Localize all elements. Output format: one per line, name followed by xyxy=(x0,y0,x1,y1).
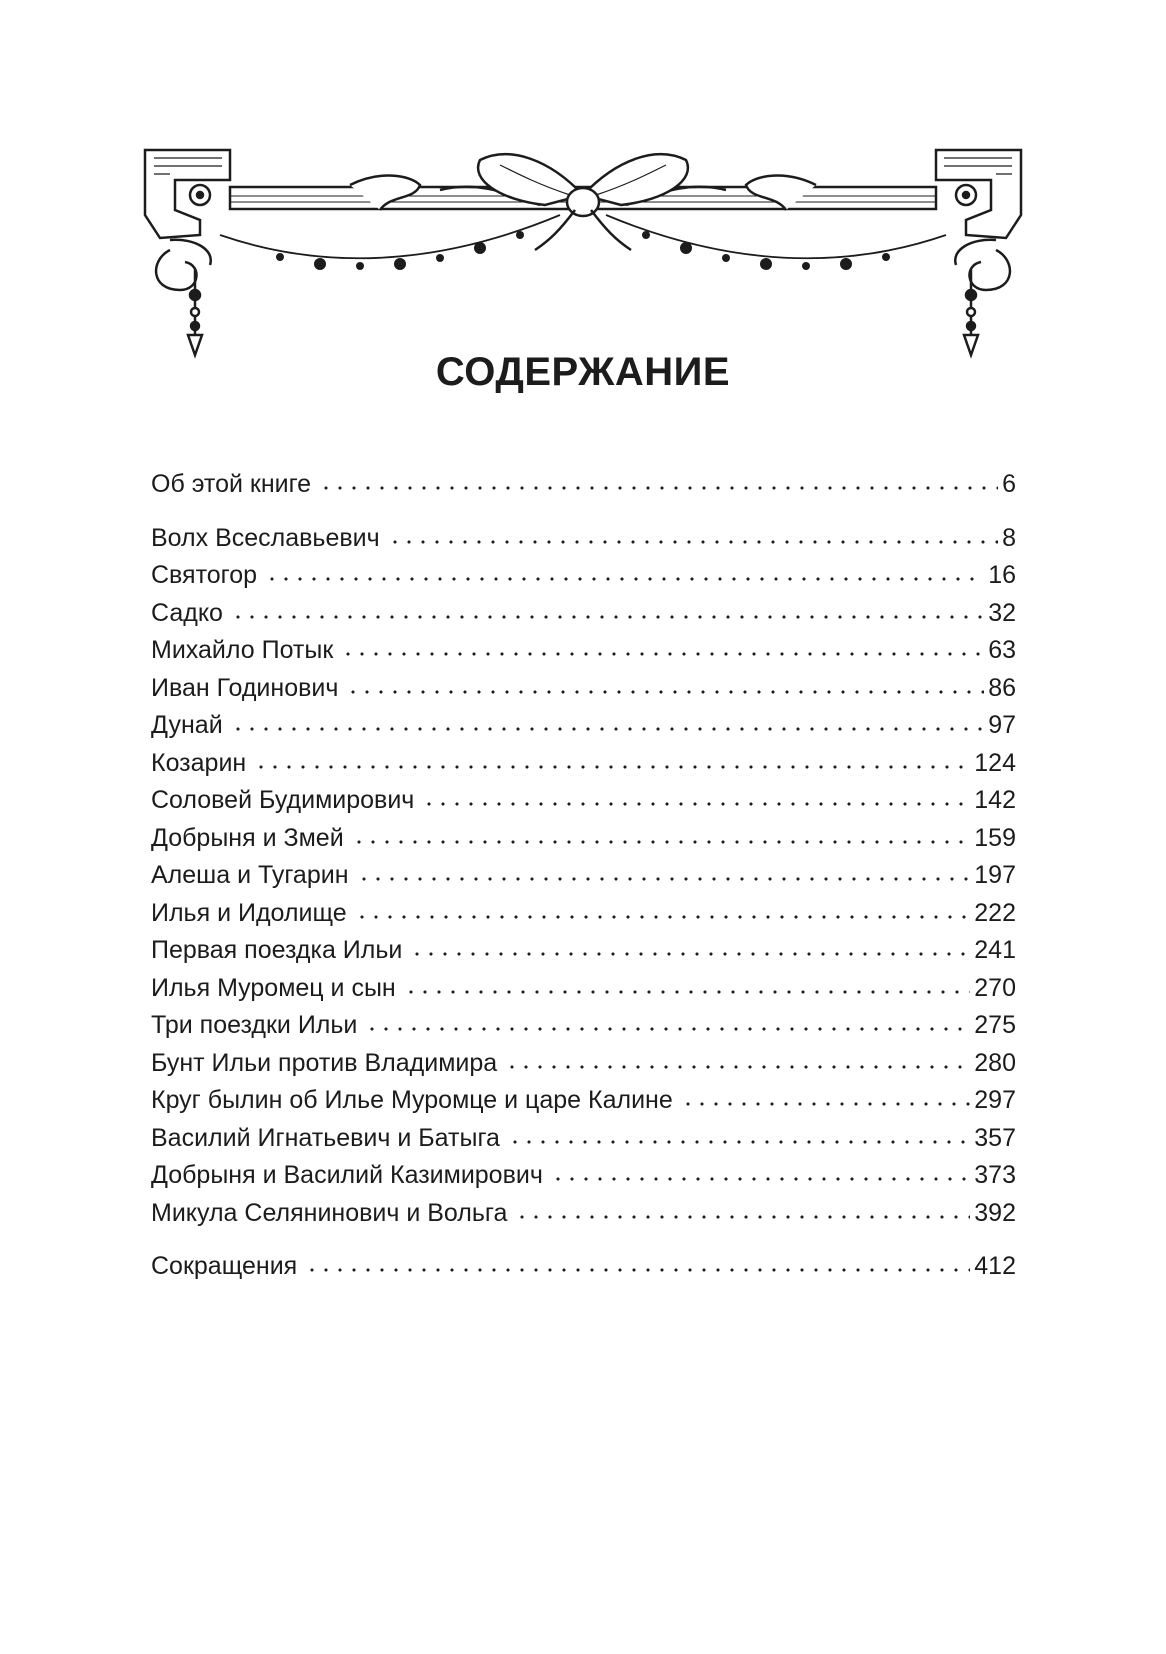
toc-entry-page: 16 xyxy=(988,561,1016,589)
toc-group-intro xyxy=(151,470,1016,508)
toc-entry-title: Первая поездка Ильи xyxy=(151,936,403,964)
toc-entry-page: 32 xyxy=(988,598,1016,627)
toc-entry-page: 270 xyxy=(974,973,1016,1002)
toc-entry[interactable] xyxy=(151,561,1016,599)
dot-leader xyxy=(681,1102,971,1106)
toc-entry-title: Михайло Потык xyxy=(151,636,334,664)
toc-entry-page: 197 xyxy=(974,861,1016,889)
toc-entry-page: 124 xyxy=(974,748,1016,777)
toc-entry[interactable] xyxy=(151,974,1016,1012)
dot-leader xyxy=(231,727,985,731)
toc-entry[interactable] xyxy=(151,1161,1016,1199)
toc-entry-title: Микула Селянинович и Вольга xyxy=(151,1198,508,1227)
toc-group-main xyxy=(151,524,1016,1237)
dot-leader xyxy=(341,652,984,656)
toc-entry[interactable] xyxy=(151,1252,1016,1290)
toc-entry-page: 159 xyxy=(974,823,1016,852)
toc-entry-title: Добрыня и Змей xyxy=(151,823,344,852)
toc-entry-page: 241 xyxy=(974,936,1016,964)
ribbon-garland-ornament-icon xyxy=(140,140,1026,365)
dot-leader xyxy=(231,615,984,619)
dot-leader xyxy=(422,802,970,806)
toc-entry-page: 280 xyxy=(974,1048,1016,1077)
toc-entry[interactable] xyxy=(151,749,1016,787)
dot-leader xyxy=(515,1215,970,1219)
toc-entry-title: Алеша и Тугарин xyxy=(151,861,349,889)
toc-entry[interactable] xyxy=(151,786,1016,824)
dot-leader xyxy=(505,1065,970,1069)
dot-leader xyxy=(388,540,998,544)
toc-entry-page: 142 xyxy=(974,786,1016,814)
toc-entry-page: 297 xyxy=(974,1086,1016,1114)
dot-leader xyxy=(265,577,984,581)
toc-entry[interactable] xyxy=(151,1124,1016,1162)
toc-entry[interactable] xyxy=(151,636,1016,674)
toc-entry-page: 373 xyxy=(974,1161,1016,1189)
toc-entry-page: 275 xyxy=(974,1011,1016,1039)
toc-entry[interactable] xyxy=(151,674,1016,712)
toc-entry[interactable] xyxy=(151,470,1016,508)
toc-entry-page: 97 xyxy=(988,711,1016,739)
toc-entry[interactable] xyxy=(151,711,1016,749)
toc-entry[interactable] xyxy=(151,824,1016,862)
dot-leader xyxy=(346,690,984,694)
toc-entry-page: 357 xyxy=(974,1123,1016,1152)
toc-entry-title: Добрыня и Василий Казимирович xyxy=(151,1161,543,1189)
toc-entry-page: 222 xyxy=(974,898,1016,927)
toc-group-appendix xyxy=(151,1252,1016,1290)
toc-entry-page: 63 xyxy=(988,636,1016,664)
toc-entry-title: Иван Годинович xyxy=(151,673,339,702)
dot-leader xyxy=(410,952,970,956)
toc-entry-page: 86 xyxy=(988,673,1016,702)
toc-entry[interactable] xyxy=(151,861,1016,899)
dot-leader xyxy=(352,840,971,844)
toc-entry-title: Садко xyxy=(151,598,223,627)
dot-leader xyxy=(508,1140,970,1144)
toc-entry-title: Соловей Будимирович xyxy=(151,786,415,814)
toc-entry-page: 412 xyxy=(974,1252,1016,1280)
toc-entry-title: Дунай xyxy=(151,711,223,739)
toc-entry-title: Илья и Идолище xyxy=(151,898,347,927)
toc-entry-title: Волх Всеславьевич xyxy=(151,523,380,552)
toc-entry-title: Бунт Ильи против Владимира xyxy=(151,1048,498,1077)
toc-entry-page: 8 xyxy=(1002,523,1016,552)
toc-entry[interactable] xyxy=(151,936,1016,974)
toc-entry-title: Илья Муромец и сын xyxy=(151,973,396,1002)
dot-leader xyxy=(355,915,971,919)
toc-entry-title: Сокращения xyxy=(151,1252,298,1280)
toc-entry[interactable] xyxy=(151,599,1016,637)
toc-entry-title: Три поездки Ильи xyxy=(151,1011,358,1039)
toc-entry[interactable] xyxy=(151,1086,1016,1124)
dot-leader xyxy=(404,990,971,994)
toc-entry[interactable] xyxy=(151,1049,1016,1087)
dot-leader xyxy=(357,877,971,881)
dot-leader xyxy=(319,486,998,490)
toc-entry-title: Козарин xyxy=(151,748,247,777)
toc-entry[interactable] xyxy=(151,1011,1016,1049)
toc-entry-title: Святогор xyxy=(151,561,258,589)
page-title: СОДЕРЖАНИЕ xyxy=(435,350,731,394)
toc-entry[interactable] xyxy=(151,524,1016,562)
toc-entry-page: 6 xyxy=(1002,470,1016,498)
dot-leader xyxy=(254,765,970,769)
toc-entry-title: Василий Игнатьевич и Батыга xyxy=(151,1123,500,1152)
toc-entry-page: 392 xyxy=(974,1198,1016,1227)
dot-leader xyxy=(305,1268,970,1272)
dot-leader xyxy=(365,1027,970,1031)
toc-entry-title: Об этой книге xyxy=(151,470,312,498)
toc-entry[interactable] xyxy=(151,899,1016,937)
toc-entry[interactable] xyxy=(151,1199,1016,1237)
table-of-contents xyxy=(151,470,1016,1290)
dot-leader xyxy=(551,1177,970,1181)
toc-entry-title: Круг былин об Илье Муромце и царе Калине xyxy=(151,1086,673,1114)
